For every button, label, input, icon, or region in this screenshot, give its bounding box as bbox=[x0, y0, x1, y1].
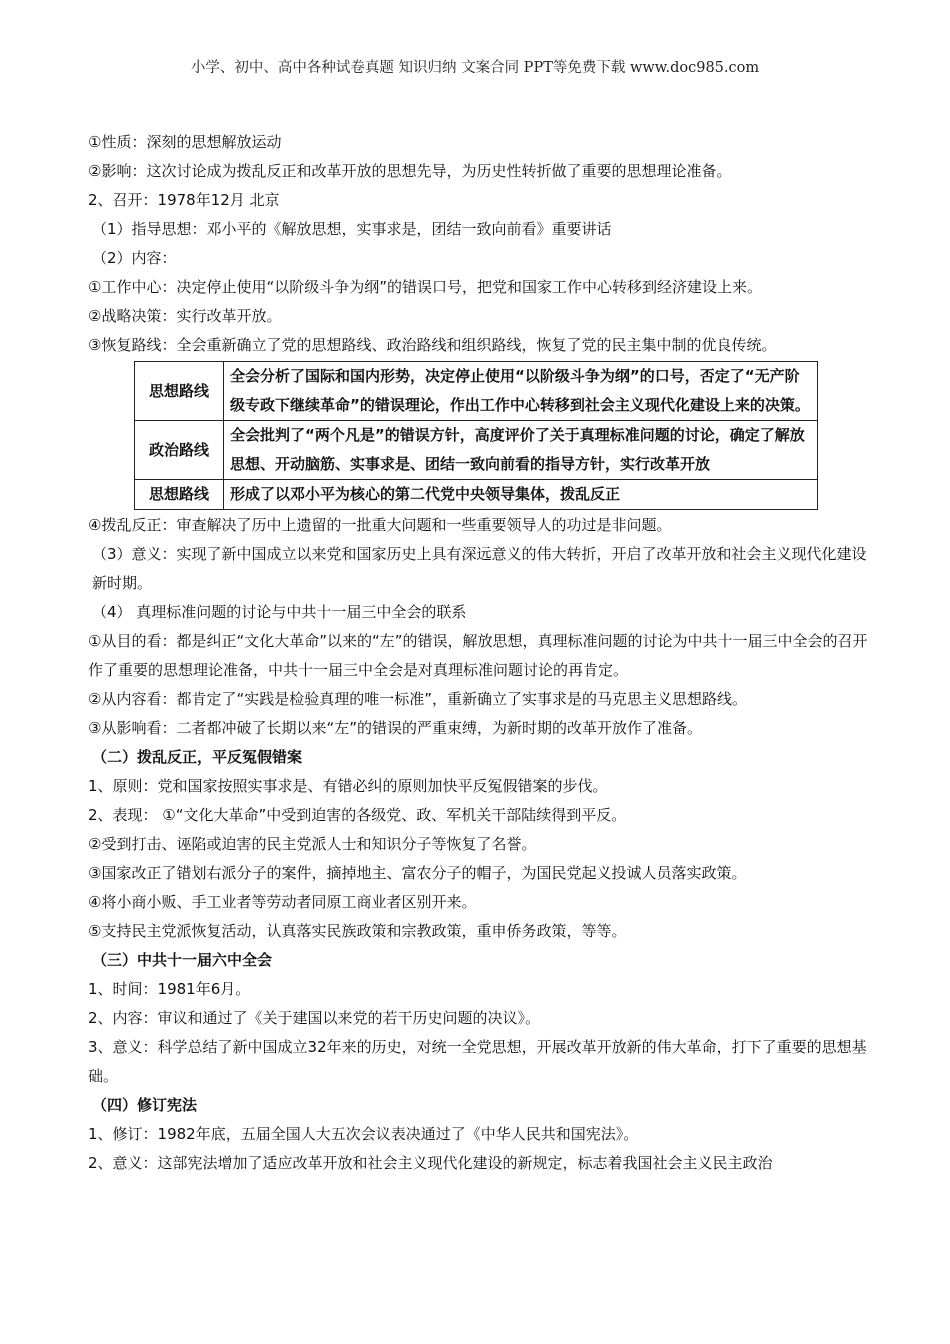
table-row bbox=[135, 362, 818, 421]
text-line: ③国家改正了错划右派分子的案件，摘掉地主、富农分子的帽子，为国民党起义投诚人员落实政策。 bbox=[88, 864, 747, 882]
text-line: 1、时间：1981年6月。 bbox=[88, 980, 251, 998]
text-line: ②从内容看：都肯定了“实践是检验真理的唯一标准”，重新确立了实事求是的马克思主义思想路线。 bbox=[88, 690, 747, 708]
route-table bbox=[134, 361, 818, 510]
text-line: ①性质：深刻的思想解放运动 bbox=[88, 133, 282, 151]
route-value-cell: 形成了以邓小平为核心的第二代党中央领导集体，拨乱反正 bbox=[224, 480, 818, 510]
text-line: ④拨乱反正：审查解决了历中上遗留的一批重大问题和一些重要领导人的功过是非问题。 bbox=[88, 516, 672, 534]
text-line: 1、原则：党和国家按照实事求是、有错必纠的原则加快平反冤假错案的步伐。 bbox=[88, 777, 608, 795]
text-line: 2、召开：1978年12月 北京 bbox=[88, 191, 280, 209]
text-line: 3、意义：科学总结了新中国成立32年来的历史，对统一全党思想，开展改革开放新的伟大革命，打下了重要的思想基础。 bbox=[88, 1038, 867, 1085]
text-line: （1）指导思想：邓小平的《解放思想，实事求是，团结一致向前看》重要讲话 bbox=[92, 220, 612, 238]
route-key-cell: 政治路线 bbox=[135, 421, 224, 480]
text-line: ②战略决策：实行改革开放。 bbox=[88, 307, 282, 325]
route-value-cell: 全会批判了“两个凡是”的错误方针，高度评价了关于真理标准问题的讨论，确定了解放思想、开动脑筋、实事求是、团结一致向前看的指导方针，实行改革开放 bbox=[224, 421, 818, 480]
text-line: （2）内容： bbox=[92, 249, 177, 267]
text-line: 2、表现： ①“文化大革命”中受到迫害的各级党、政、军机关干部陆续得到平反。 bbox=[88, 806, 627, 824]
text-line: （3）意义：实现了新中国成立以来党和国家历史上具有深远意义的伟大转折，开启了改革开放和社会主义现代化建设新时期。 bbox=[92, 545, 867, 592]
site-header-banner: 小学、初中、高中各种试卷真题 知识归纳 文案合同 PPT等免费下载 www.doc985.com bbox=[190, 60, 760, 76]
section-heading: （二）拨乱反正，平反冤假错案 bbox=[92, 748, 303, 766]
text-line: 2、内容：审议和通过了《关于建国以来党的若干历史问题的决议》。 bbox=[88, 1009, 541, 1027]
route-value-cell: 全会分析了国际和国内形势，决定停止使用“以阶级斗争为纲”的口号，否定了“无产阶级专政下继续革命”的错误理论，作出工作中心转移到社会主义现代化建设上来的决策。 bbox=[224, 362, 818, 421]
text-line: ②受到打击、诬陷或迫害的民主党派人士和知识分子等恢复了名誉。 bbox=[88, 835, 537, 853]
text-line: ⑤支持民主党派恢复活动，认真落实民族政策和宗教政策，重申侨务政策，等等。 bbox=[88, 922, 627, 940]
text-line: 2、意义：这部宪法增加了适应改革开放和社会主义现代化建设的新规定，标志着我国社会主义民主政治 bbox=[88, 1154, 773, 1172]
table-row bbox=[135, 480, 818, 510]
document-body bbox=[88, 128, 868, 1178]
section-heading: （三）中共十一届六中全会 bbox=[92, 951, 273, 969]
text-line: ①工作中心：决定停止使用“以阶级斗争为纲”的错误口号，把党和国家工作中心转移到经济建设上来。 bbox=[88, 278, 762, 296]
section-heading: （四）修订宪法 bbox=[92, 1096, 198, 1114]
text-line: ②影响：这次讨论成为拨乱反正和改革开放的思想先导，为历史性转折做了重要的思想理论准备。 bbox=[88, 162, 732, 180]
route-key-cell: 思想路线 bbox=[135, 362, 224, 421]
table-row bbox=[135, 421, 818, 480]
text-line: ③从影响看：二者都冲破了长期以来“左”的错误的严重束缚，为新时期的改革开放作了准备。 bbox=[88, 719, 702, 737]
text-line: （4） 真理标准问题的讨论与中共十一届三中全会的联系 bbox=[92, 603, 467, 621]
text-line: ①从目的看：都是纠正“文化大革命”以来的“左”的错误，解放思想，真理标准问题的讨论为中共十一届三中全会的召开作了重要的思想理论准备，中共十一届三中全会是对真理标准问题讨论的再肯定。 bbox=[88, 632, 868, 679]
route-key-cell: 思想路线 bbox=[135, 480, 224, 510]
text-line: ③恢复路线：全会重新确立了党的思想路线、政治路线和组织路线，恢复了党的民主集中制的优良传统。 bbox=[88, 336, 777, 354]
text-line: 1、修订：1982年底，五届全国人大五次会议表决通过了《中华人民共和国宪法》。 bbox=[88, 1125, 639, 1143]
text-line: ④将小商小贩、手工业者等劳动者同原工商业者区别开来。 bbox=[88, 893, 477, 911]
